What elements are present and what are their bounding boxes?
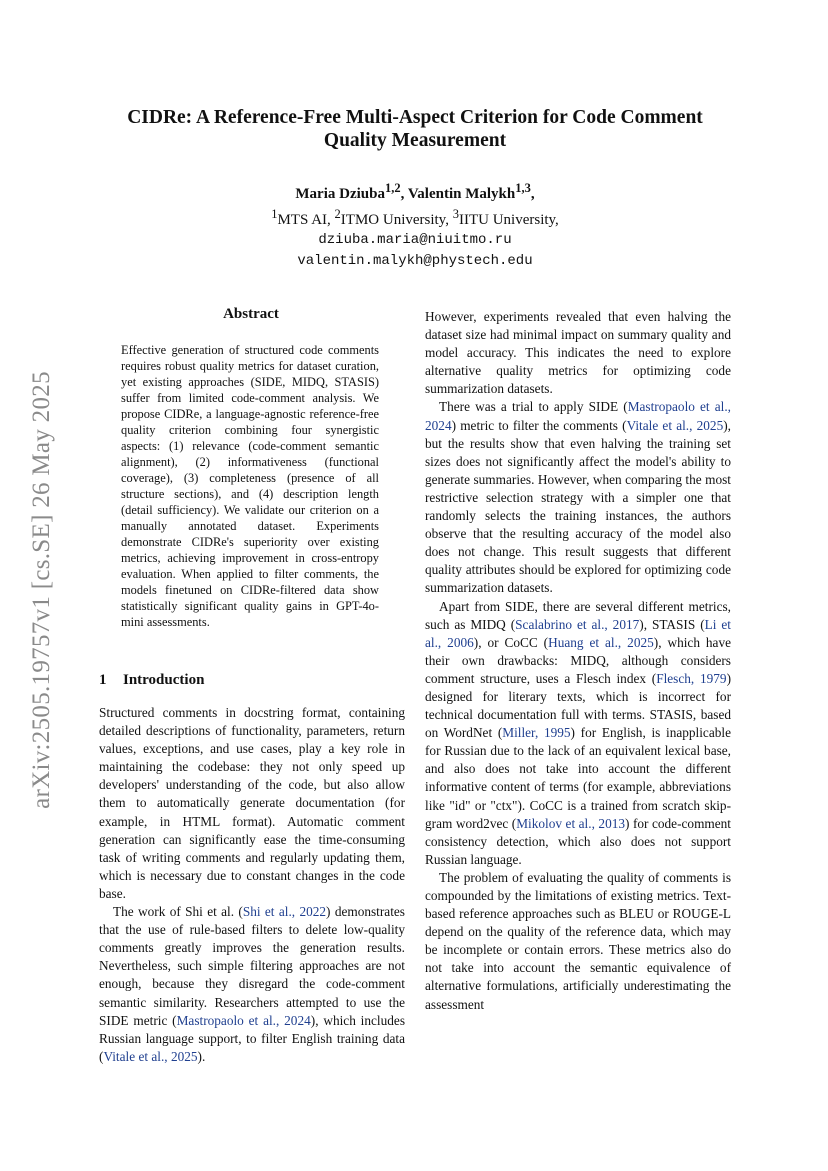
intro-paragraph-3: However, experiments revealed that even halving the dataset size had minimal impact on summary quality and model accuracy. This indicates the need to explore alternative quality metrics for optimizing code summarization datasets. (425, 309, 731, 397)
affiliation-3: IITU University, (458, 212, 559, 228)
abstract-heading: Abstract (223, 306, 279, 322)
paper-title: CIDRe: A Reference-Free Multi-Aspect Criterion for Code Comment Quality Measurement (127, 107, 703, 151)
intro-paragraph-5: Apart from SIDE, there are several different metrics, such as MIDQ (Scalabrino et al., 2017), STASIS (Li et al., 2006), or CoCC (Huang et al., 2025), which have their own drawbacks: MIDQ, although considers comment structure, uses a Flesch index (Flesch, 1979) designed for literary texts, which is incorrect for technical documentation full with terms. STASIS, based on WordNet (Miller, 1995) for English, is inapplicable for Russian due to the lack of an equivalent lexical base, and also does not take into account the different informative content of terms (for example, abbreviations like "id" or "ctx"). CoCC is a trained from scratch skip-gram word2vec (Mikolov et al., 2013) for code-comment consistency detection, which also does not support Russian language. (425, 598, 731, 867)
section-heading-introduction (99, 672, 204, 689)
email-1: dziuba.maria@niuitmo.ru (318, 232, 512, 248)
affiliation-1: MTS AI, (277, 212, 335, 228)
intro-paragraph-4: There was a trial to apply SIDE (Mastropaolo et al., 2024) metric to filter the comments (Vitale et al., 2025), but the results show that even halving the training set sizes does not significantly affect the model's ability to generate summaries. However, when comparing the most restrictive selection strategy with a simpler one that randomly selects the training instances, the authors observe that the resulting accuracy of the model also does not change. This result suggests that different quality attributes should be explored for optimizing code summarization datasets. (425, 399, 731, 596)
affiliations: $^1$MTS AI, $^2$ITMO University, $^3$IITU University, (271, 207, 559, 228)
citation-link[interactable]: Li et al., 2006 (425, 616, 731, 650)
citation-link[interactable]: Vitale et al., 2025 (103, 1048, 198, 1064)
citation-link[interactable]: Vitale et al., 2025 (626, 417, 724, 433)
email-2: valentin.malykh@phystech.edu (297, 253, 533, 269)
section-number: 1 (99, 672, 107, 688)
author-1-affil-marks: 1,2 (384, 181, 401, 195)
right-column-body (425, 308, 731, 1014)
affiliation-2: ITMO University, (340, 212, 453, 228)
intro-paragraph-1: Structured comments in docstring format, containing detailed descriptions of functionality, parameters, return values, exceptions, and use cases, play a key role in maintaining the codebase: they not only speed up developers' understanding of the code, but also allow them to automatically generate documentation (for example, in HTML format). Automatic comment generation can significantly ease the time-consuming task of writing comments and regularly updating them, which is necessary due to constant changes in the code base. (99, 705, 405, 901)
intro-paragraph-2: The work of Shi et al. (Shi et al., 2022) demonstrates that the use of rule-based filters to delete low-quality comments greatly improves the generation results. Nevertheless, such simple filtering approaches are not enough, because they disregard the code-comment semantic similarity. Researchers attempted to use the SIDE metric (Mastropaolo et al., 2024), which includes Russian language support, to filter English training data (Vitale et al., 2025). (99, 904, 405, 1064)
author-2-name: Valentin Malykh (407, 186, 516, 202)
citation-link[interactable]: Flesch, 1979 (656, 670, 727, 686)
author-2-affil-marks: 1,3 (515, 181, 531, 195)
author-1-name: Maria Dziuba (295, 186, 385, 202)
section-title: Introduction (123, 672, 205, 688)
citation-link[interactable]: Mikolov et al., 2013 (516, 815, 626, 831)
author-names: Maria Dziuba$^{1,2}$, Valentin Malykh$^{1,3}$, (295, 181, 535, 202)
citation-link[interactable]: Scalabrino et al., 2017 (515, 616, 640, 632)
abstract-text: Effective generation of structured code comments requires robust quality metrics for dataset curation, yet existing approaches (SIDE, MIDQ, STASIS) suffer from limited code-comment analysis. We propose CIDRe, a language-agnostic reference-free quality criterion combining four synergistic aspects: (1) relevance (code-comment semantic alignment), (2) informativeness (functional coverage), (3) completeness (presence of all structure sections), and (4) description length (detail sufficiency). We validate our criterion on a manually annotated dataset. Experiments demonstrate CIDRe's superiority over existing metrics, achieving improvement in cross-entropy evaluation. When applied to filter comments, the models finetuned on CIDRe-filtered data show statistically significant quality gains in GPT-4o-mini assessments. (121, 343, 379, 629)
left-column-body (99, 704, 405, 1066)
arxiv-identifier-stamp (20, 345, 64, 835)
citation-link[interactable]: Mastropaolo et al., 2024 (425, 399, 731, 433)
arxiv-stamp-text: arXiv:2505.19757v1 [cs.SE] 26 May 2025 (28, 371, 55, 809)
citation-link[interactable]: Huang et al., 2025 (548, 634, 654, 650)
author-block (100, 178, 730, 272)
intro-paragraph-6: The problem of evaluating the quality of comments is compounded by the limitations of existing metrics. Text-based reference approaches such as BLEU or ROUGE-L depend on the quality of the reference data, which may be incomplete or contain errors. These metrics also do not take into account the semantic equivalence of alternative formulations, artificially underestimating the assessment (425, 869, 731, 1012)
citation-link[interactable]: Miller, 1995 (502, 725, 571, 741)
citation-link[interactable]: Shi et al., 2022 (242, 904, 327, 920)
citation-link[interactable]: Mastropaolo et al., 2024 (176, 1012, 311, 1028)
